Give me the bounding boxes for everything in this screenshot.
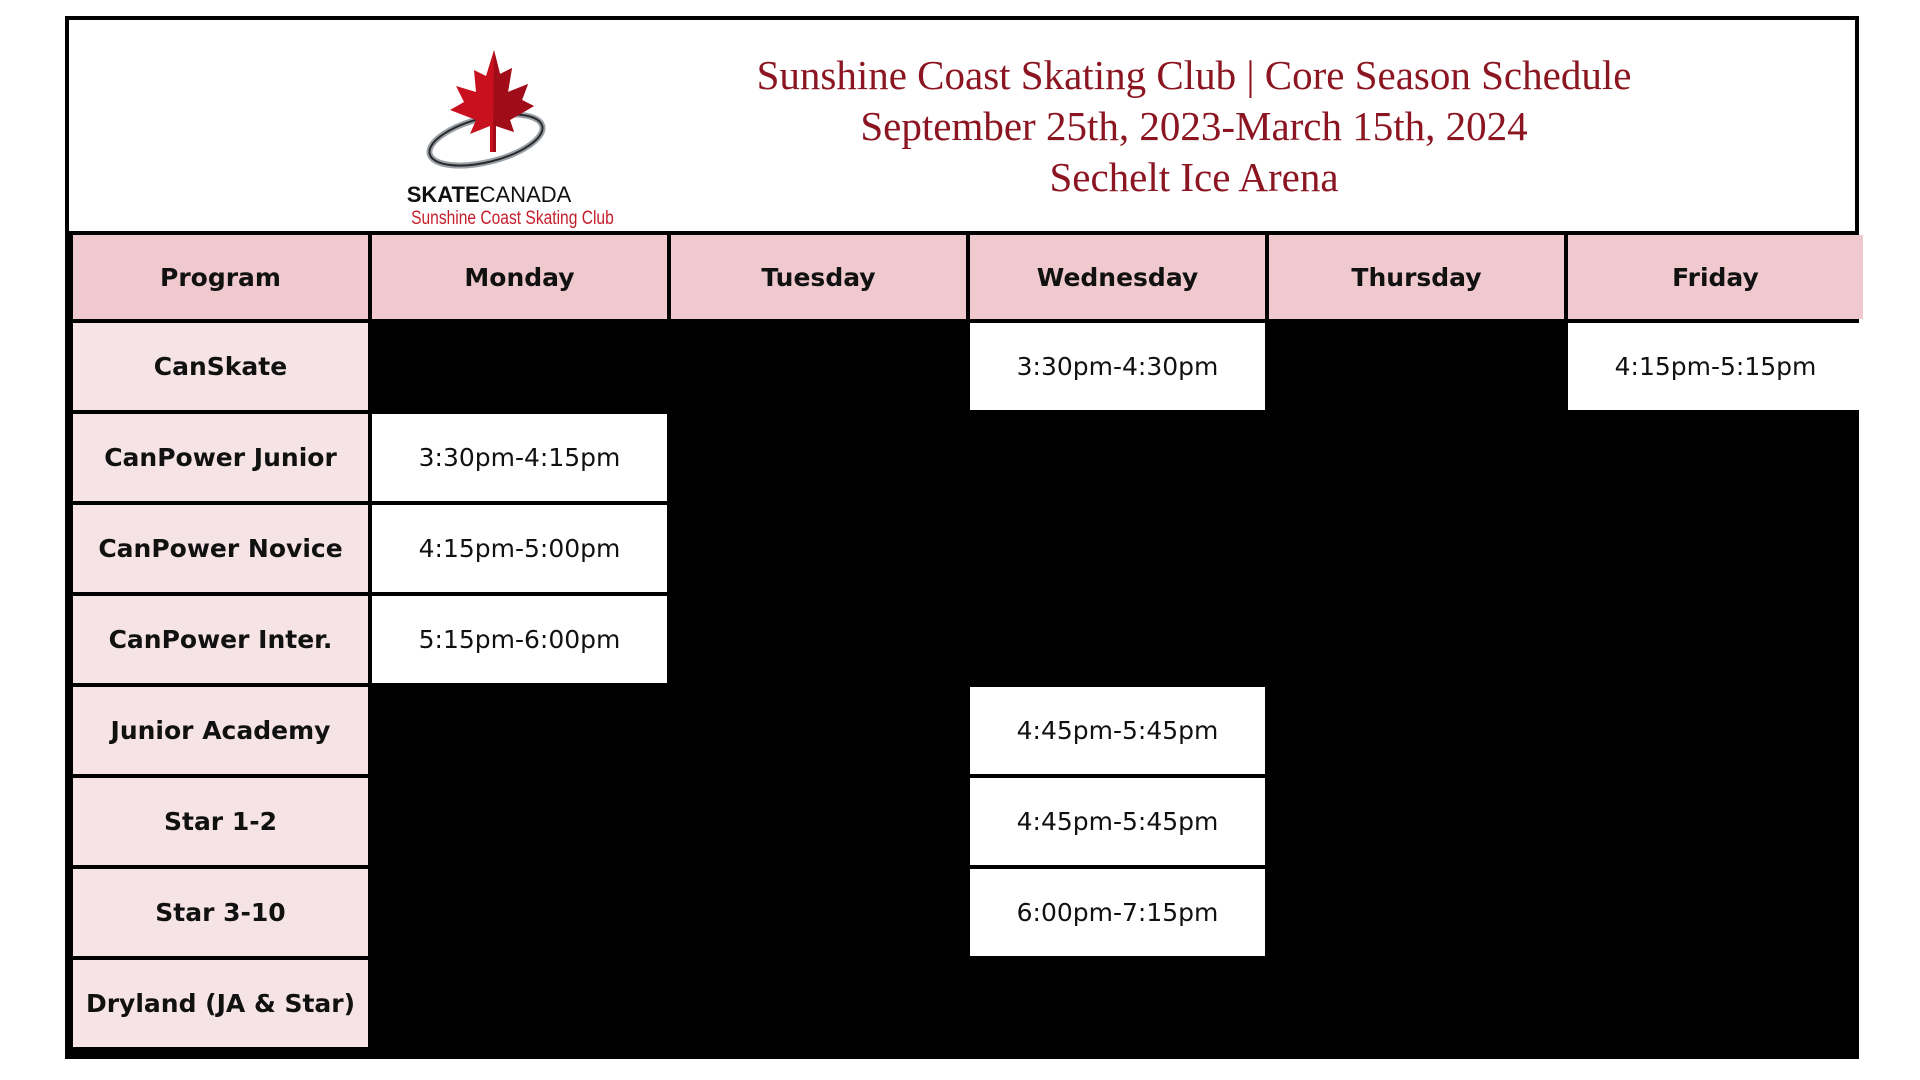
schedule-header: [69, 20, 1855, 231]
time-cell-monday: 5:15pm-6:00pm: [372, 596, 667, 683]
time-cell-wednesday: 4:45pm-5:45pm: [970, 687, 1265, 774]
header-tuesday: Tuesday: [671, 235, 966, 319]
program-cell: Star 1-2: [73, 778, 368, 865]
header-monday: Monday: [372, 235, 667, 319]
header-thursday: Thursday: [1269, 235, 1564, 319]
time-cell-friday: 4:15pm-5:15pm: [1568, 323, 1863, 410]
logo-club-name: Sunshine Coast Skating Club: [411, 208, 614, 229]
header-program: Program: [73, 235, 368, 319]
header-wednesday: Wednesday: [970, 235, 1265, 319]
time-cell-monday: 3:30pm-4:15pm: [372, 414, 667, 501]
program-cell: CanPower Novice: [73, 505, 368, 592]
header-friday: Friday: [1568, 235, 1863, 319]
program-cell: Junior Academy: [73, 687, 368, 774]
maple-leaf-icon: [424, 48, 554, 178]
program-cell: Dryland (JA & Star): [73, 960, 368, 1047]
time-cell-wednesday: 3:30pm-4:30pm: [970, 323, 1265, 410]
program-cell: CanSkate: [73, 323, 368, 410]
schedule-frame: [65, 16, 1859, 1059]
program-cell: Star 3-10: [73, 869, 368, 956]
page-title: [629, 50, 1759, 203]
logo-brand-light: CANADA: [479, 182, 572, 207]
skate-canada-logo: [394, 48, 614, 229]
time-cell-wednesday: 4:45pm-5:45pm: [970, 778, 1265, 865]
time-cell-monday: 4:15pm-5:00pm: [372, 505, 667, 592]
time-cell-wednesday: 6:00pm-7:15pm: [970, 869, 1265, 956]
logo-wordmark: [394, 182, 584, 208]
title-line-3: Sechelt Ice Arena: [1049, 154, 1339, 200]
logo-brand-bold: SKATE: [406, 182, 480, 207]
title-line-1: Sunshine Coast Skating Club | Core Season Schedule: [756, 52, 1632, 98]
program-cell: CanPower Inter.: [73, 596, 368, 683]
program-cell: CanPower Junior: [73, 414, 368, 501]
title-line-2: September 25th, 2023-March 15th, 2024: [860, 103, 1528, 149]
